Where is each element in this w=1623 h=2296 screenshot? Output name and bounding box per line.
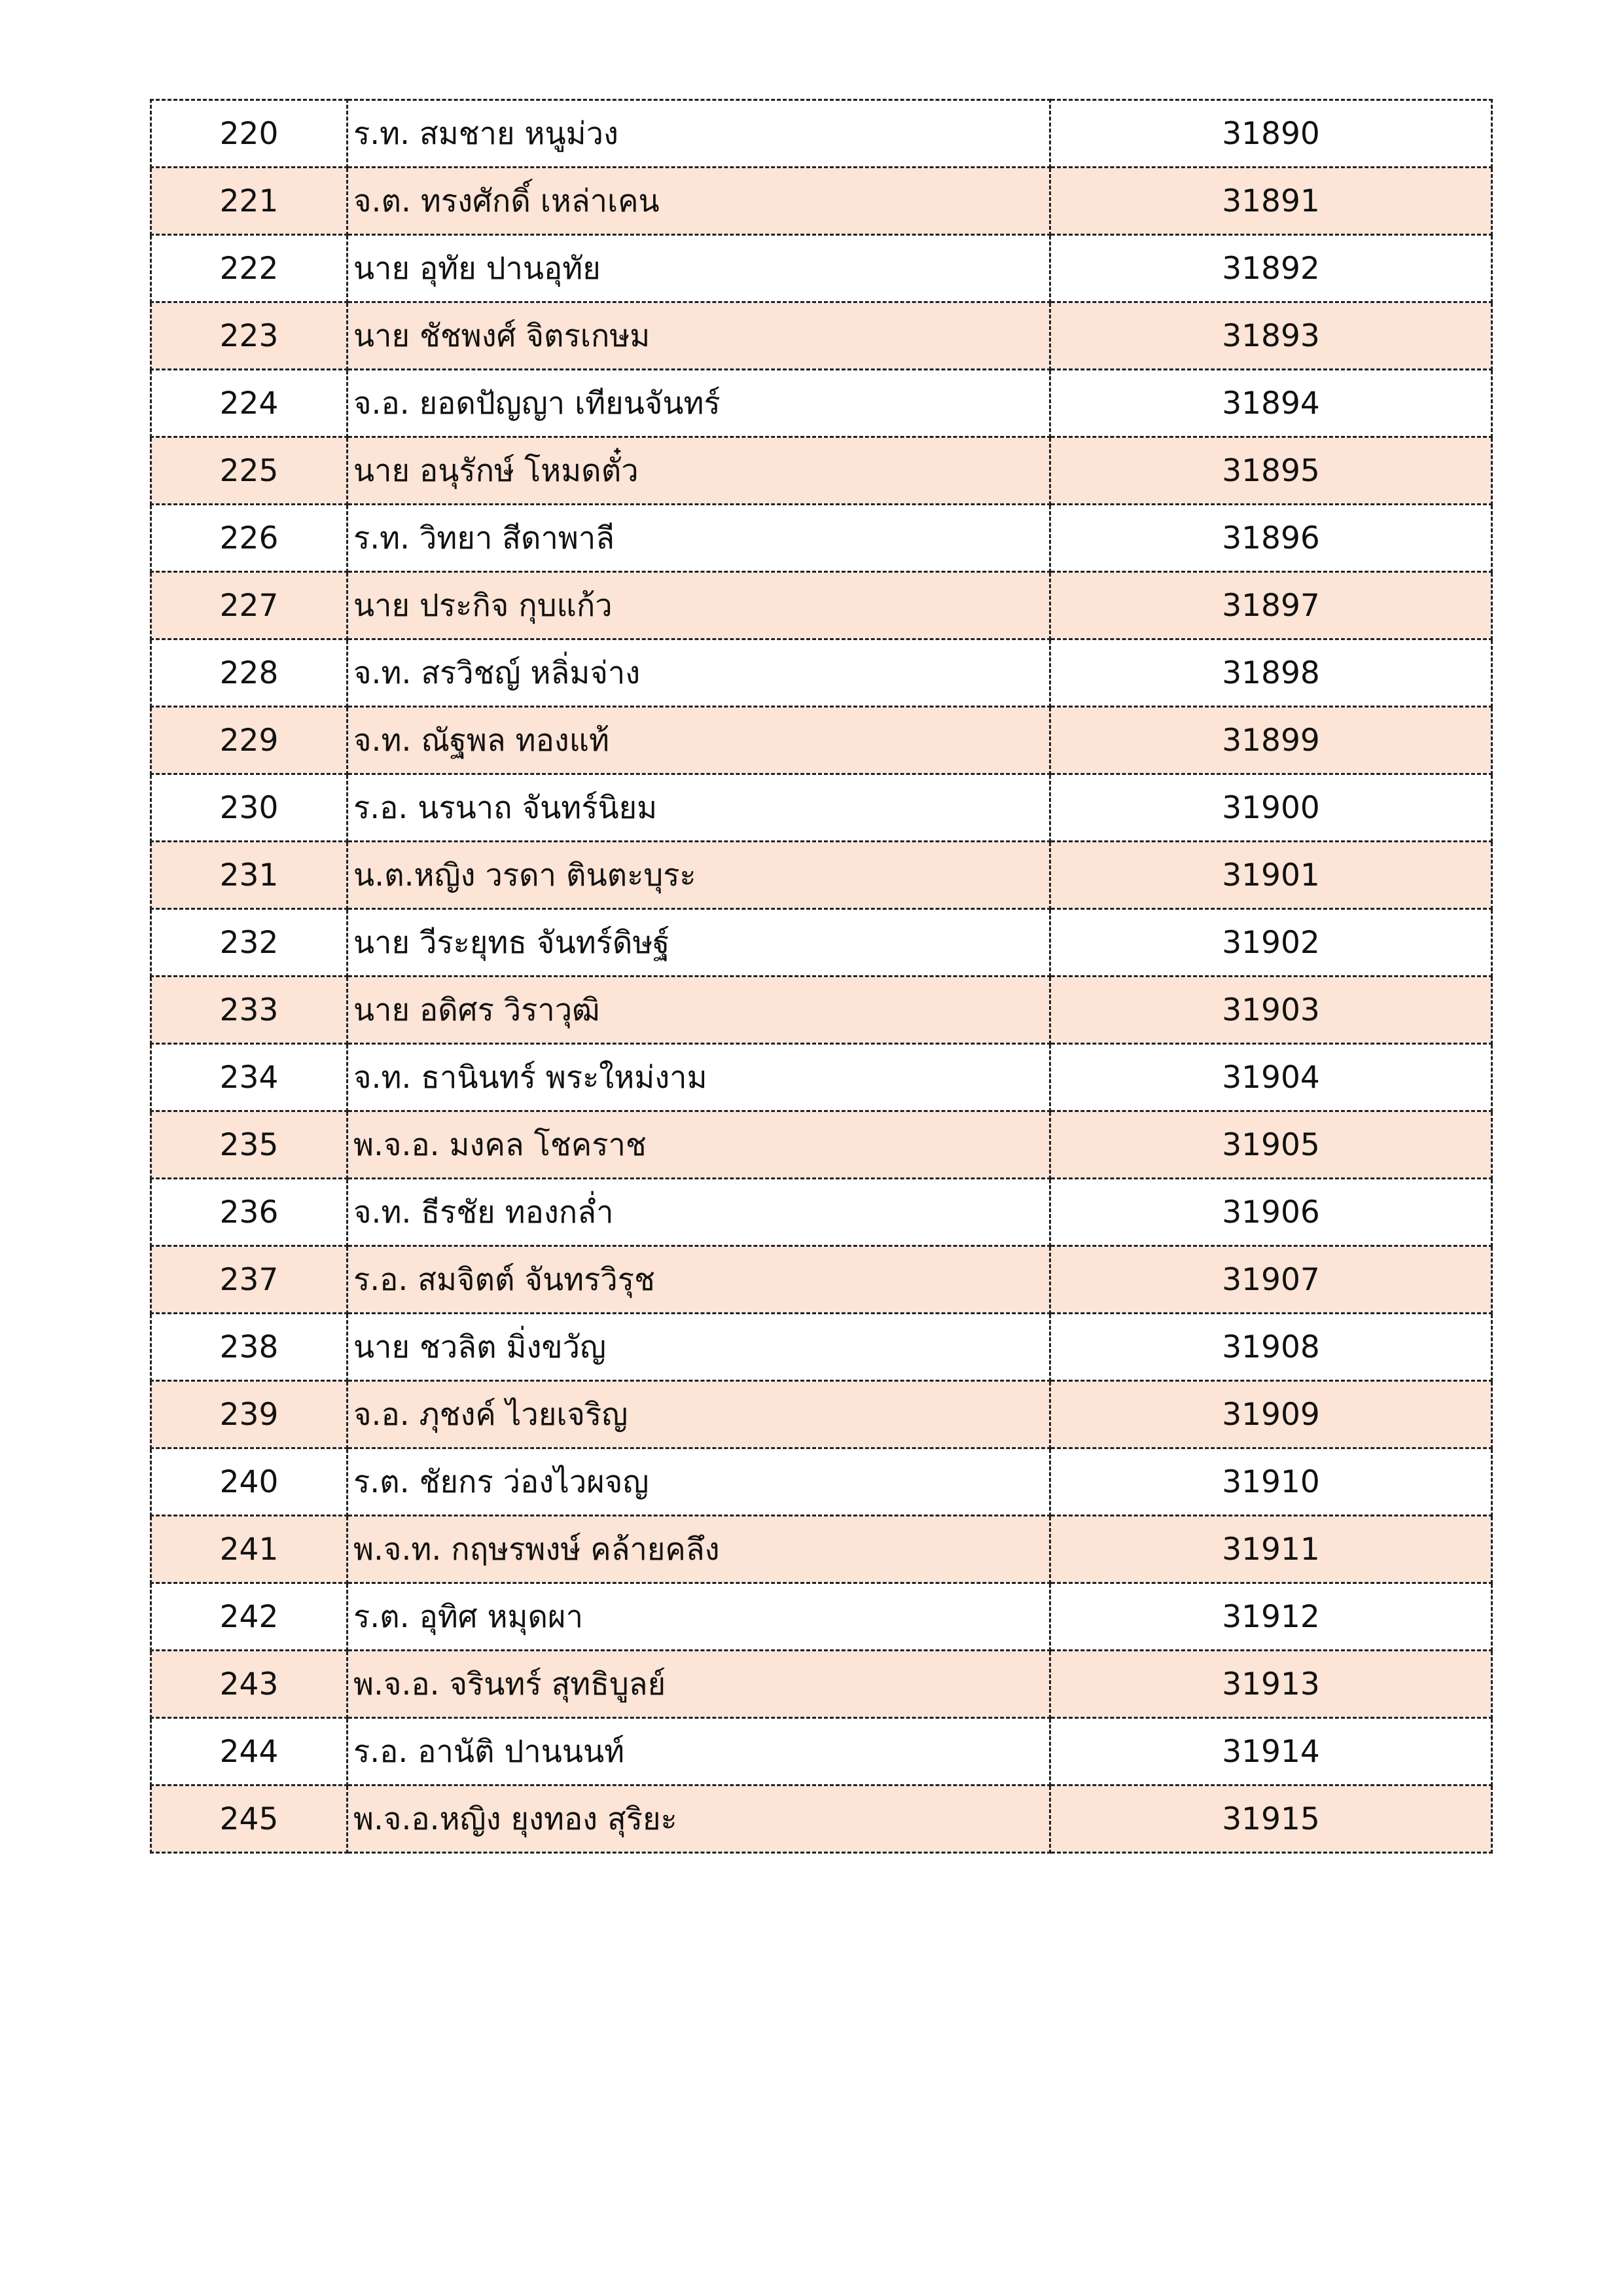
id-code-cell: 31901 xyxy=(1050,842,1492,909)
table-row xyxy=(151,572,1492,639)
person-name-cell: ร.อ. สมจิตต์ จันทรวิรุช xyxy=(348,1246,1050,1314)
id-code-cell: 31902 xyxy=(1050,909,1492,977)
person-name-cell: ร.ท. วิทยา สีดาพาลี xyxy=(348,505,1050,572)
id-code-cell: 31891 xyxy=(1050,168,1492,235)
name-list-table xyxy=(150,99,1493,1854)
id-code-cell: 31895 xyxy=(1050,437,1492,505)
row-number-cell: 225 xyxy=(151,437,348,505)
table-row xyxy=(151,100,1492,168)
person-name-cell: จ.ท. ณัฐพล ทองแท้ xyxy=(348,707,1050,774)
row-number-cell: 243 xyxy=(151,1651,348,1718)
person-name-cell: นาย ชัชพงศ์ จิตรเกษม xyxy=(348,302,1050,370)
row-number-cell: 244 xyxy=(151,1718,348,1785)
id-code-cell: 31890 xyxy=(1050,100,1492,168)
person-name-cell: จ.อ. ภุชงค์ ไวยเจริญ xyxy=(348,1381,1050,1448)
table-row xyxy=(151,1583,1492,1651)
person-name-cell: นาย อดิศร วิราวุฒิ xyxy=(348,977,1050,1044)
table-row xyxy=(151,437,1492,505)
id-code-cell: 31910 xyxy=(1050,1448,1492,1516)
row-number-cell: 228 xyxy=(151,639,348,707)
person-name-cell: ร.อ. อานัติ ปานนนท์ xyxy=(348,1718,1050,1785)
person-name-cell: จ.ท. ธีรชัย ทองกล่ำ xyxy=(348,1179,1050,1246)
row-number-cell: 229 xyxy=(151,707,348,774)
row-number-cell: 242 xyxy=(151,1583,348,1651)
table-row xyxy=(151,977,1492,1044)
id-code-cell: 31903 xyxy=(1050,977,1492,1044)
id-code-cell: 31896 xyxy=(1050,505,1492,572)
table-row xyxy=(151,505,1492,572)
table-row xyxy=(151,1516,1492,1583)
person-name-cell: ร.อ. นรนาถ จันทร์นิยม xyxy=(348,774,1050,842)
row-number-cell: 221 xyxy=(151,168,348,235)
table-row xyxy=(151,1651,1492,1718)
table-row xyxy=(151,707,1492,774)
id-code-cell: 31899 xyxy=(1050,707,1492,774)
table-row xyxy=(151,909,1492,977)
table-row xyxy=(151,639,1492,707)
id-code-cell: 31914 xyxy=(1050,1718,1492,1785)
row-number-cell: 223 xyxy=(151,302,348,370)
row-number-cell: 235 xyxy=(151,1111,348,1179)
table-row xyxy=(151,842,1492,909)
row-number-cell: 224 xyxy=(151,370,348,437)
person-name-cell: จ.อ. ยอดปัญญา เทียนจันทร์ xyxy=(348,370,1050,437)
table-row xyxy=(151,168,1492,235)
row-number-cell: 232 xyxy=(151,909,348,977)
person-name-cell: พ.จ.อ. จรินทร์ สุทธิบูลย์ xyxy=(348,1651,1050,1718)
person-name-cell: ร.ต. ชัยกร ว่องไวผจญ xyxy=(348,1448,1050,1516)
row-number-cell: 220 xyxy=(151,100,348,168)
table-body xyxy=(151,100,1492,1853)
person-name-cell: นาย อุทัย ปานอุทัย xyxy=(348,235,1050,302)
table-row xyxy=(151,235,1492,302)
row-number-cell: 222 xyxy=(151,235,348,302)
row-number-cell: 237 xyxy=(151,1246,348,1314)
id-code-cell: 31894 xyxy=(1050,370,1492,437)
id-code-cell: 31898 xyxy=(1050,639,1492,707)
row-number-cell: 227 xyxy=(151,572,348,639)
id-code-cell: 31893 xyxy=(1050,302,1492,370)
id-code-cell: 31909 xyxy=(1050,1381,1492,1448)
table-row xyxy=(151,1179,1492,1246)
table-row xyxy=(151,1314,1492,1381)
row-number-cell: 236 xyxy=(151,1179,348,1246)
table-row xyxy=(151,1381,1492,1448)
person-name-cell: ร.ต. อุทิศ หมุดผา xyxy=(348,1583,1050,1651)
id-code-cell: 31892 xyxy=(1050,235,1492,302)
table-row xyxy=(151,1785,1492,1853)
row-number-cell: 233 xyxy=(151,977,348,1044)
person-name-cell: พ.จ.อ.หญิง ยุงทอง สุริยะ xyxy=(348,1785,1050,1853)
table-row xyxy=(151,1718,1492,1785)
person-name-cell: นาย ประกิจ กุบแก้ว xyxy=(348,572,1050,639)
table-row xyxy=(151,1246,1492,1314)
row-number-cell: 231 xyxy=(151,842,348,909)
table-row xyxy=(151,1111,1492,1179)
id-code-cell: 31915 xyxy=(1050,1785,1492,1853)
person-name-cell: น.ต.หญิง วรดา ตินตะบุระ xyxy=(348,842,1050,909)
table-row xyxy=(151,1044,1492,1111)
id-code-cell: 31904 xyxy=(1050,1044,1492,1111)
id-code-cell: 31911 xyxy=(1050,1516,1492,1583)
person-name-cell: พ.จ.ท. กฤษรพงษ์ คล้ายคลึง xyxy=(348,1516,1050,1583)
person-name-cell: นาย อนุรักษ์ โหมดตั๋ว xyxy=(348,437,1050,505)
row-number-cell: 245 xyxy=(151,1785,348,1853)
row-number-cell: 238 xyxy=(151,1314,348,1381)
person-name-cell: พ.จ.อ. มงคล โชคราช xyxy=(348,1111,1050,1179)
table-row xyxy=(151,302,1492,370)
id-code-cell: 31907 xyxy=(1050,1246,1492,1314)
table-row xyxy=(151,774,1492,842)
row-number-cell: 234 xyxy=(151,1044,348,1111)
id-code-cell: 31900 xyxy=(1050,774,1492,842)
id-code-cell: 31913 xyxy=(1050,1651,1492,1718)
row-number-cell: 226 xyxy=(151,505,348,572)
table-row xyxy=(151,370,1492,437)
id-code-cell: 31912 xyxy=(1050,1583,1492,1651)
row-number-cell: 241 xyxy=(151,1516,348,1583)
person-name-cell: จ.ท. ธานินทร์ พระใหม่งาม xyxy=(348,1044,1050,1111)
id-code-cell: 31906 xyxy=(1050,1179,1492,1246)
id-code-cell: 31897 xyxy=(1050,572,1492,639)
table-row xyxy=(151,1448,1492,1516)
person-name-cell: จ.ต. ทรงศักดิ์ เหล่าเคน xyxy=(348,168,1050,235)
id-code-cell: 31905 xyxy=(1050,1111,1492,1179)
person-name-cell: นาย วีระยุทธ จันทร์ดิษฐ์ xyxy=(348,909,1050,977)
person-name-cell: จ.ท. สรวิชญ์ หลิ่มจ่าง xyxy=(348,639,1050,707)
person-name-cell: ร.ท. สมชาย หนูม่วง xyxy=(348,100,1050,168)
row-number-cell: 230 xyxy=(151,774,348,842)
id-code-cell: 31908 xyxy=(1050,1314,1492,1381)
person-name-cell: นาย ชวลิต มิ่งขวัญ xyxy=(348,1314,1050,1381)
row-number-cell: 239 xyxy=(151,1381,348,1448)
row-number-cell: 240 xyxy=(151,1448,348,1516)
